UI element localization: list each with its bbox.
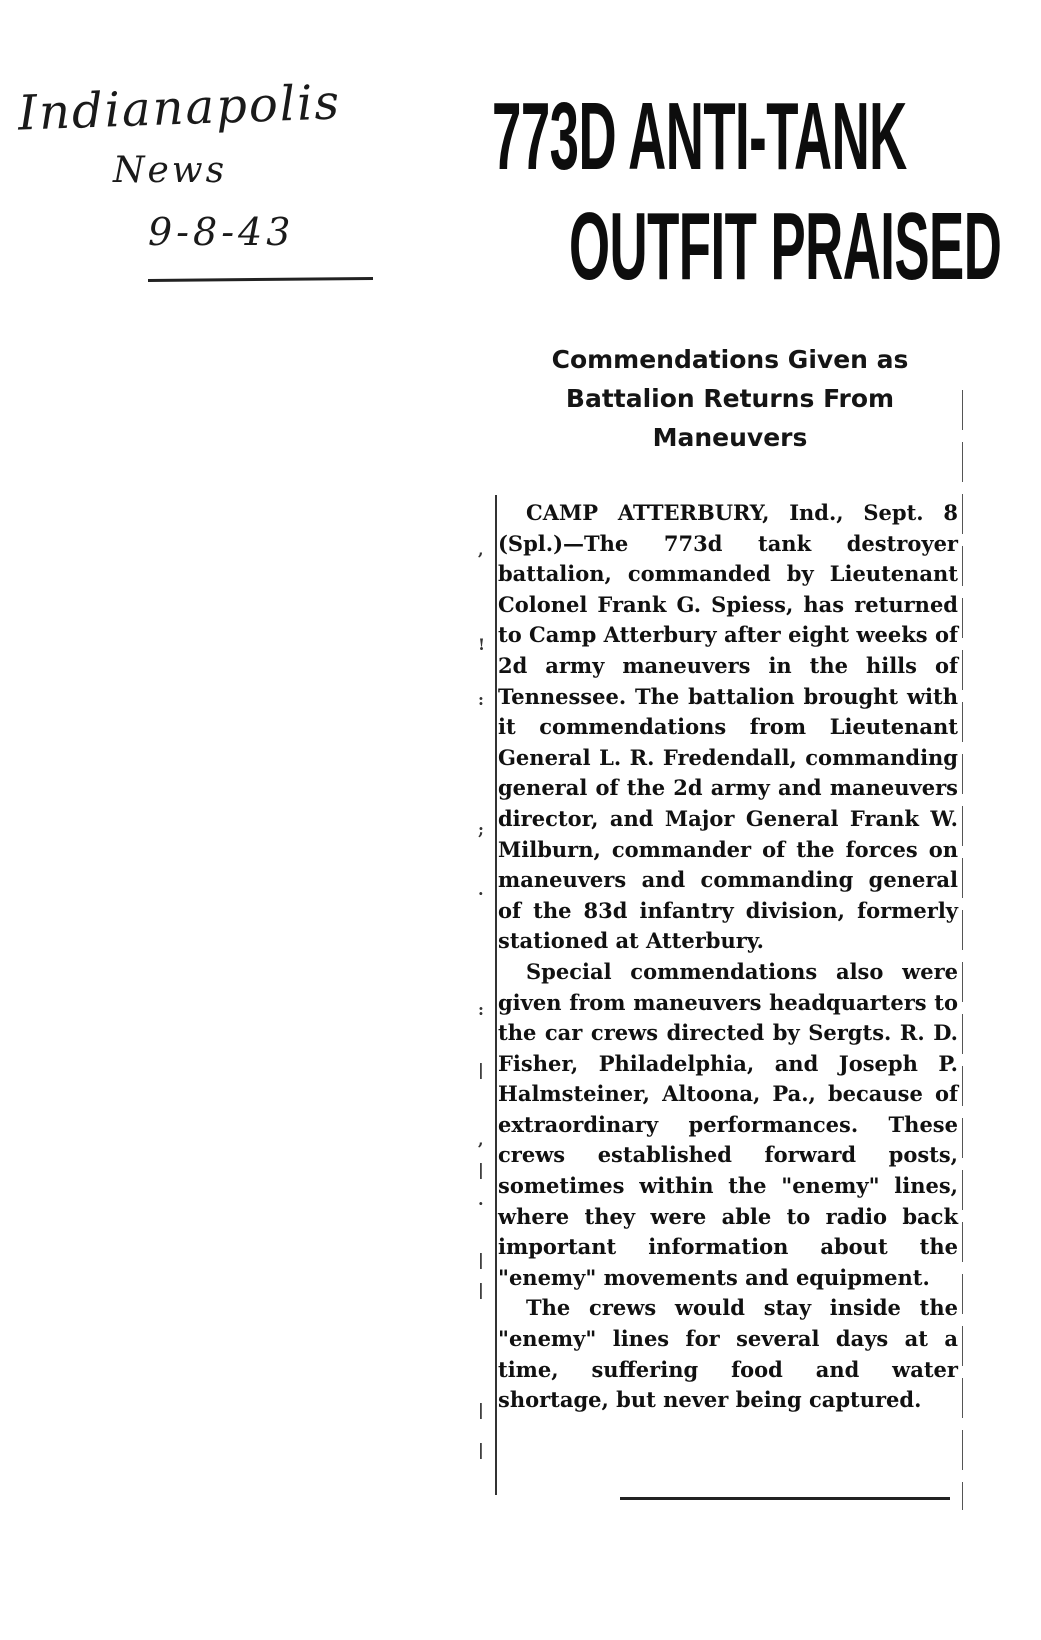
article-paragraph-2: Special commendations also were given from maneuvers headquarters to the car crews directed by Sergts. R. D. Fisher, Philadelphia, and Joseph P. Halmsteiner, Altoona, Pa., because of extraordinary performances. These crews established forward posts, sometimes within the "enemy" lines, where they were able to radio back important information about the "enemy" movements and equipment. — [498, 958, 958, 1290]
speck: , — [478, 1130, 484, 1149]
speck: ! — [478, 635, 486, 654]
speck: | — [478, 1160, 484, 1179]
newspaper-clipping — [470, 70, 1010, 1570]
speck: | — [478, 1250, 484, 1269]
article-body — [498, 498, 958, 1416]
column-rule-right — [962, 390, 963, 1510]
speck: | — [478, 1060, 484, 1079]
speck: : — [478, 1000, 484, 1019]
column-rule-left — [495, 495, 497, 1495]
speck: ; — [478, 820, 484, 839]
adjacent-column-fragments — [478, 540, 492, 1500]
speck: , — [478, 540, 484, 559]
subheadline: Commendations Given as Battalion Returns From Maneuvers — [551, 345, 909, 452]
headline — [492, 82, 1002, 302]
headline-line-2: OUTFIT PRAISED — [569, 193, 1002, 300]
article-end-rule — [620, 1497, 950, 1500]
article-paragraph-3: The crews would stay inside the "enemy" lines for several days at a time, suffering food and water shortage, but never being captured. — [498, 1295, 958, 1413]
speck: . — [478, 1190, 484, 1209]
article-paragraph-1: CAMP ATTERBURY, Ind., Sept. 8 (Spl.)—The 773d tank destroyer battalion, commanded by Lieutenant Colonel Frank G. Spiess, has returned to Camp Atterbury after eight weeks of 2d army maneuvers in the hills of Tennessee. The battalion brought with it commendations from Lieutenant General L. R. Fredendall, commanding general of the 2d army and maneuvers director, and Major General Frank W. Milburn, commander of the forces on maneuvers and commanding general of the 83d infantry division, formerly stationed at Atterbury. — [498, 500, 958, 954]
speck: | — [478, 1280, 484, 1299]
handwritten-underline — [148, 277, 373, 282]
speck: : — [478, 690, 484, 709]
headline-line-1: 773D ANTI-TANK — [492, 83, 907, 190]
speck: . — [478, 880, 484, 899]
handwritten-publication-word: News — [113, 150, 228, 191]
handwritten-date: 9-8-43 — [148, 210, 295, 254]
speck: | — [478, 1400, 484, 1419]
handwritten-publication: Indianapolis — [17, 74, 342, 142]
speck: | — [478, 1440, 484, 1459]
